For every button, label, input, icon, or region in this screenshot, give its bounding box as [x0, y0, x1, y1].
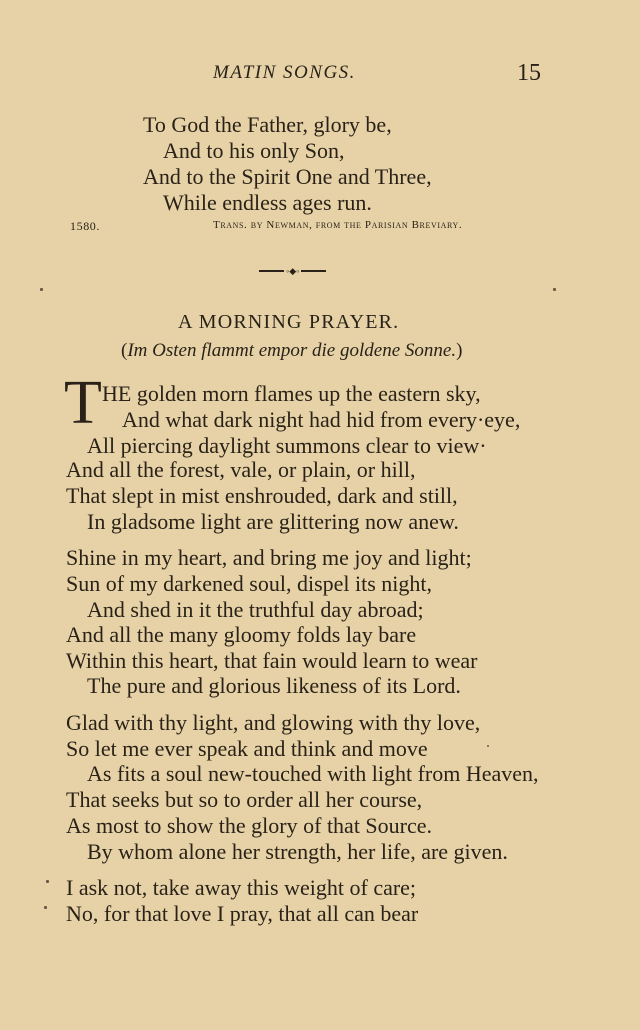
poem-line: I ask not, take away this weight of care; — [66, 875, 417, 900]
paper-speck — [46, 880, 49, 883]
poem-line: All piercing daylight summons clear to view· — [87, 433, 487, 458]
poem-line: Within this heart, that fain would learn to wear — [66, 648, 478, 673]
poem-line: In gladsome light are glittering now anew. — [87, 509, 459, 534]
paper-speck — [553, 288, 556, 291]
poem-line: So let me ever speak and think and move — [66, 736, 428, 761]
attribution-year: 1580. — [70, 219, 100, 233]
poem-line: Glad with thy light, and glowing with thy love, — [66, 710, 481, 735]
ornamental-divider: ◦◆◦ — [259, 268, 326, 274]
poem-subtitle: (Im Osten flammt empor die goldene Sonne.) — [121, 340, 463, 361]
poem-line: And all the many gloomy folds lay bare — [66, 622, 417, 647]
drop-cap: T — [64, 369, 102, 437]
paper-speck — [44, 906, 47, 909]
doxology-line: And to the Spirit One and Three, — [143, 164, 432, 189]
poem-line: That seeks but so to order all her course, — [66, 787, 423, 812]
doxology-line: While endless ages run. — [163, 190, 372, 215]
page-number: 15 — [517, 60, 541, 86]
poem-line: HE golden morn flames up the eastern sky, — [102, 381, 481, 406]
poem-line: Sun of my darkened soul, dispel its night, — [66, 571, 433, 596]
poem-line: And what dark night had hid from every·eye, — [122, 407, 521, 432]
poem-line: Shine in my heart, and bring me joy and light; — [66, 545, 472, 570]
poem-title: A MORNING PRAYER. — [178, 311, 400, 333]
poem-line: And all the forest, vale, or plain, or hill, — [66, 457, 416, 482]
poem-line: The pure and glorious likeness of its Lord. — [87, 673, 461, 698]
doxology-line: To God the Father, glory be, — [143, 112, 392, 137]
poem-line: As fits a soul new-touched with light from Heaven, — [87, 761, 539, 786]
running-title: MATIN SONGS. — [213, 62, 356, 83]
poem-line: That slept in mist enshrouded, dark and still, — [66, 483, 458, 508]
paper-speck — [487, 745, 489, 747]
paper-speck — [40, 288, 43, 291]
doxology-line: And to his only Son, — [163, 138, 345, 163]
poem-line: As most to show the glory of that Source. — [66, 813, 433, 838]
poem-line: And shed in it the truthful day abroad; — [87, 597, 424, 622]
poem-line: By whom alone her strength, her life, are given. — [87, 839, 508, 864]
poem-line: No, for that love I pray, that all can bear — [66, 901, 419, 926]
attribution-translator: Trans. by Newman, from the Parisian Breviary. — [213, 219, 463, 231]
